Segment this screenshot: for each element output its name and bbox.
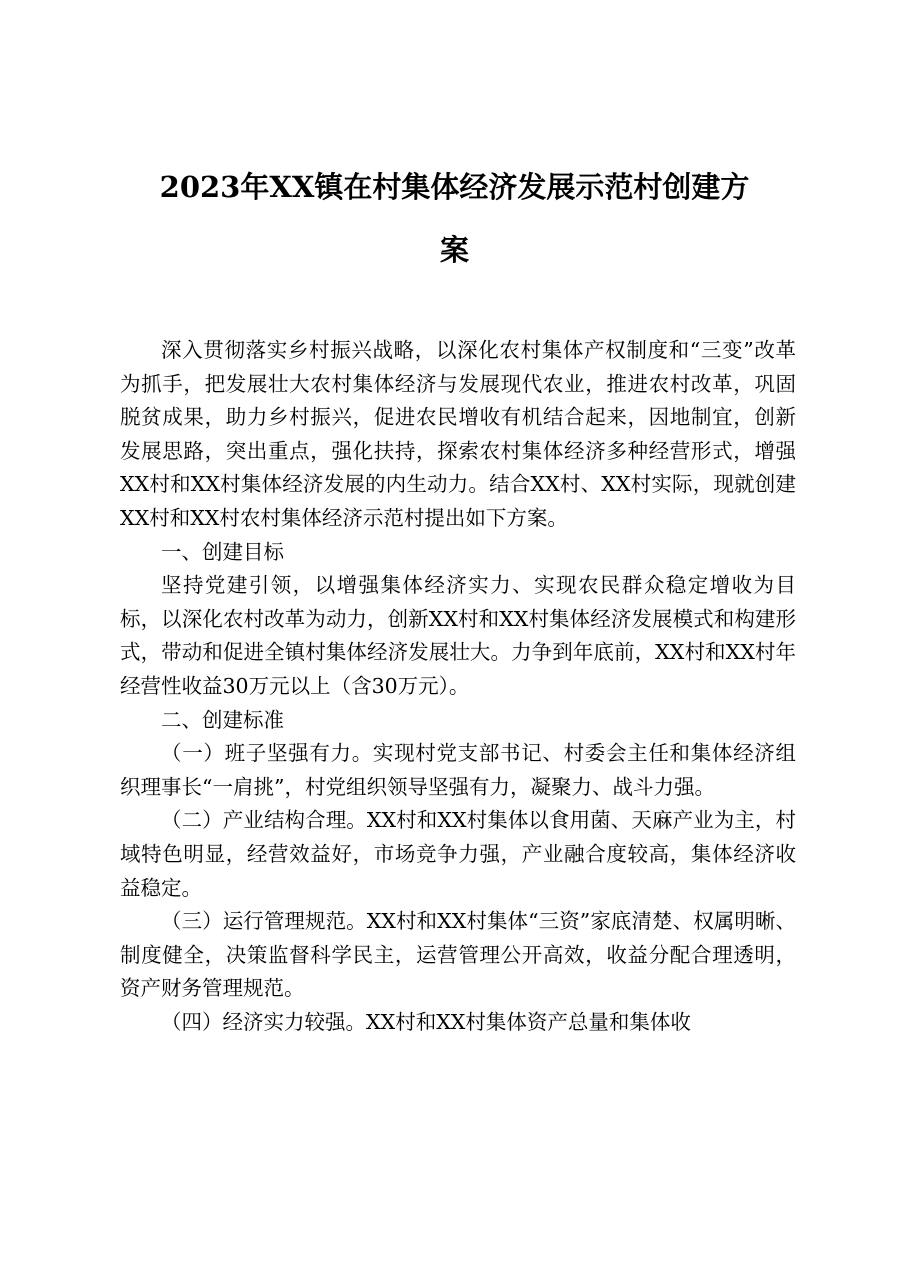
standard-item-4: （四）经济实力较强。XX村和XX村集体资产总量和集体收	[161, 1009, 691, 1034]
document-body	[120, 334, 796, 1039]
standard-item-3: （三）运行管理规范。XX村和XX村集体“三资”家底清楚、权属明晰、制度健全，决策监督科学民主，运营管理公开高效，收益分配合理透明，资产财务管理规范。	[120, 909, 796, 1001]
section-heading-standards: 二、创建标准	[161, 707, 284, 732]
standard-item-1: （一）班子坚强有力。实现村党支部书记、村委会主任和集体经济组织理事长“一肩挑”，村党组织领导坚强有力，凝聚力、战斗力强。	[120, 741, 796, 799]
document-title-line-2: 案	[439, 233, 469, 267]
standard-item-2: （二）产业结构合理。XX村和XX村集体以食用菌、天麻产业为主，村域特色明显，经营效益好，市场竞争力强，产业融合度较高，集体经济收益稳定。	[120, 808, 796, 900]
goals-paragraph: 坚持党建引领，以增强集体经济实力、实现农民群众稳定增收为目标，以深化农村改革为动力，创新XX村和XX村集体经济发展模式和构建形式，带动和促进全镇村集体经济发展壮大。力争到年底前，XX村和XX村年经营性收益30万元以上（含30万元）。	[120, 573, 796, 698]
intro-paragraph: 深入贯彻落实乡村振兴战略，以深化农村集体产权制度和“三变”改革为抓手，把发展壮大农村集体经济与发展现代农业，推进农村改革，巩固脱贫成果，助力乡村振兴，促进农民增收有机结合起来，因地制宜，创新发展思路，突出重点，强化扶持，探索农村集体经济多种经营形式，增强XX村和XX村集体经济发展的内生动力。结合XX村、XX村实际，现就创建XX村和XX村农村集体经济示范村提出如下方案。	[120, 338, 796, 530]
section-heading-goals: 一、创建目标	[161, 539, 284, 564]
document-title-line-1: 2023年XX镇在村集体经济发展示范村创建方	[159, 170, 750, 204]
